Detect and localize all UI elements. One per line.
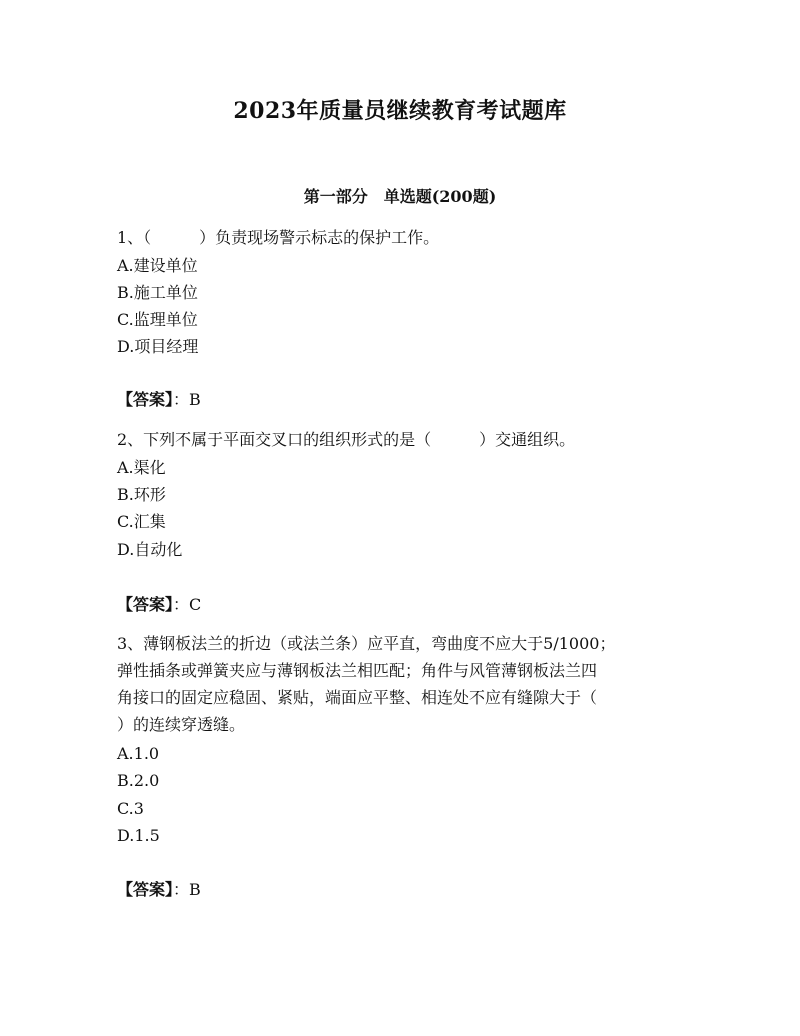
question-2-option-b: B.环形	[117, 485, 166, 504]
question-3-stem-line-2: 弹性插条或弹簧夹应与薄钢板法兰相匹配；角件与风管薄钢板法兰四	[117, 661, 598, 680]
question-1-option-d: D.项目经理	[117, 337, 199, 356]
answer-value: ：C	[173, 595, 202, 614]
answer-label: 【答案】	[117, 880, 174, 899]
question-3-option-a: A.1.0	[117, 744, 160, 763]
question-3-answer	[117, 880, 201, 900]
question-2-option-c: C.汇集	[117, 512, 166, 531]
section-title: 第一部分 单选题(200题)	[303, 187, 497, 206]
question-1-answer	[117, 390, 201, 410]
question-3-option-d: D.1.5	[117, 826, 160, 845]
answer-label: 【答案】	[117, 595, 174, 614]
question-2-answer	[117, 595, 201, 615]
question-3-stem-line-3: 角接口的固定应稳固、紧贴，端面应平整、相连处不应有缝隙大于（	[117, 688, 598, 707]
answer-value: ：B	[173, 880, 201, 899]
question-1-option-a: A.建设单位	[117, 256, 198, 275]
question-1-stem: 1、（ ）负责现场警示标志的保护工作。	[117, 228, 440, 247]
question-2-stem: 2、下列不属于平面交叉口的组织形式的是（ ）交通组织。	[117, 430, 576, 449]
question-2-option-a: A.渠化	[117, 458, 166, 477]
document-title: 2023年质量员继续教育考试题库	[233, 98, 567, 124]
question-3-option-c: C.3	[117, 799, 144, 818]
question-3-stem-line-4: ）的连续穿透缝。	[117, 715, 246, 734]
question-3-stem-line-1: 3、薄钢板法兰的折边（或法兰条）应平直，弯曲度不应大于5/1000；	[117, 634, 616, 653]
answer-value: ：B	[173, 390, 201, 409]
question-2-option-d: D.自动化	[117, 540, 183, 559]
answer-label: 【答案】	[117, 390, 174, 409]
question-3-option-b: B.2.0	[117, 771, 160, 790]
question-1-option-c: C.监理单位	[117, 310, 198, 329]
question-1-option-b: B.施工单位	[117, 283, 198, 302]
